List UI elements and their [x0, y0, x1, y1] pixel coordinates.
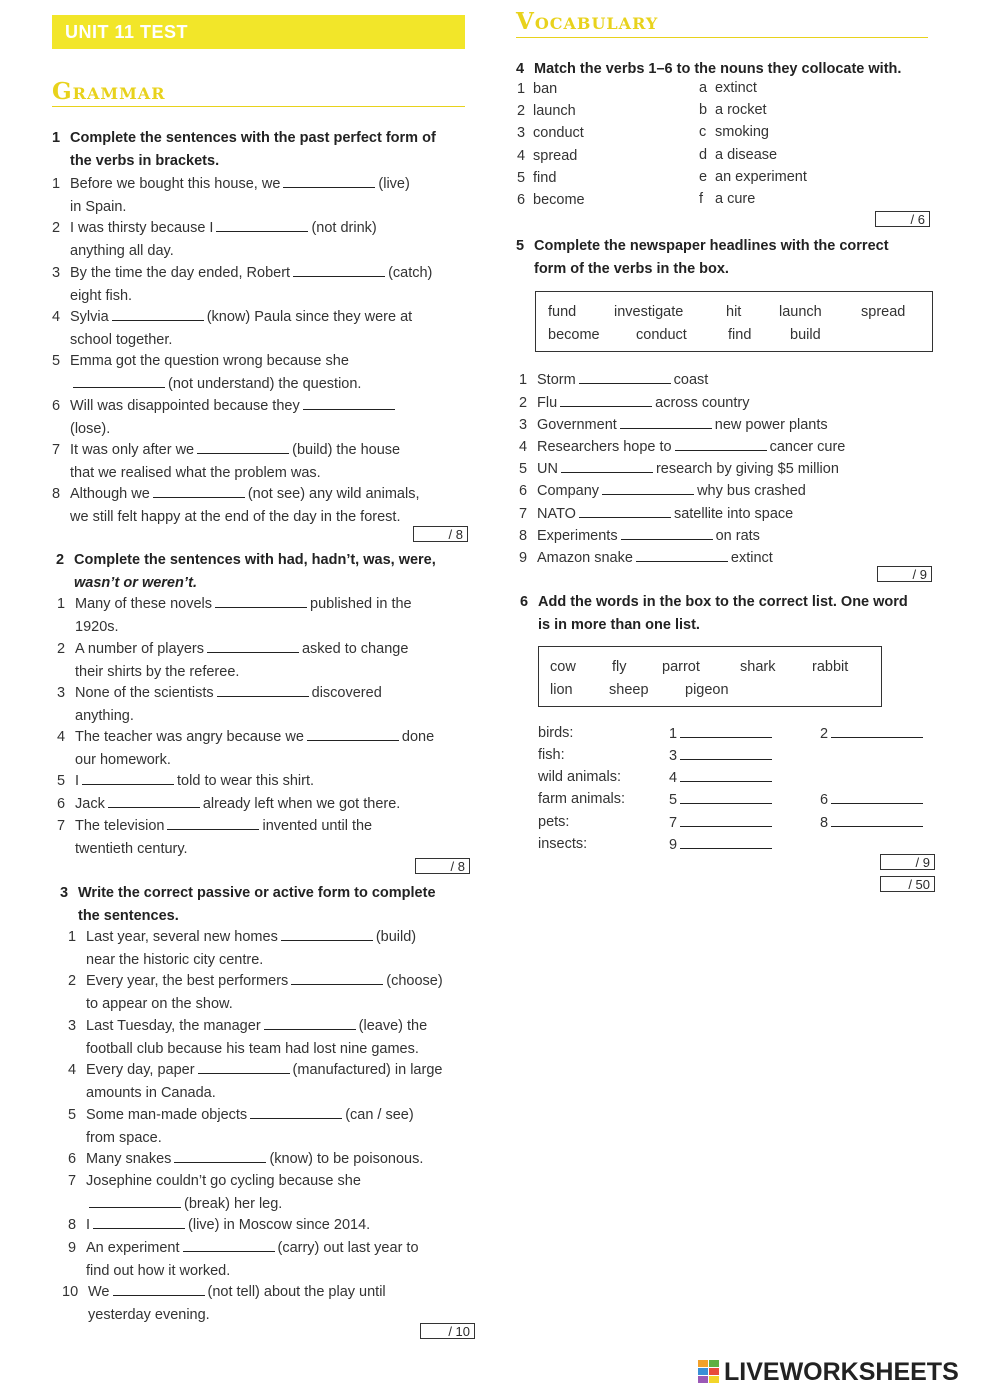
item-number: 2	[68, 973, 77, 989]
answer-blank[interactable]	[680, 836, 772, 849]
item-number: 7	[57, 818, 66, 834]
answer-blank[interactable]	[680, 769, 772, 782]
item-continuation: twentieth century.	[75, 840, 188, 857]
sentence-item	[57, 638, 477, 683]
q2-score-box[interactable]: / 8	[415, 858, 470, 874]
q1-instruction: 1 Complete the sentences with the past perfect form of the verbs in brackets.	[52, 130, 436, 169]
answer-blank[interactable]	[307, 728, 399, 741]
item-text: find	[533, 170, 557, 186]
headline-item	[519, 480, 939, 503]
verb-item	[517, 81, 557, 97]
answer-blank[interactable]	[198, 1061, 290, 1074]
item-text: The teacher was angry because we	[75, 729, 304, 745]
item-continuation: football club because his team had lost nine games.	[86, 1040, 419, 1057]
item-text: We	[88, 1284, 110, 1300]
item-continuation: that we realised what the problem was.	[70, 464, 321, 481]
answer-blank[interactable]	[620, 416, 712, 429]
answer-blank[interactable]	[680, 747, 772, 760]
category-answer	[669, 769, 775, 786]
sentence-item	[68, 1015, 483, 1060]
unit-title: UNIT 11 TEST	[65, 22, 189, 42]
item-number: 1	[57, 596, 66, 612]
item-text: why bus crashed	[697, 483, 806, 499]
liveworksheets-icon	[698, 1360, 720, 1384]
total-score-box[interactable]: / 50	[880, 876, 935, 892]
headline-item	[519, 547, 939, 570]
item-text: Emma got the question wrong because she	[70, 353, 349, 369]
item-text: UN	[537, 461, 558, 477]
item-number: 6	[519, 483, 528, 499]
item-text: Last Tuesday, the manager	[86, 1018, 261, 1034]
item-text: (carry) out last year to	[277, 1240, 419, 1256]
item-text: Every year, the best performers	[86, 973, 289, 989]
item-text: already left when we got there.	[202, 796, 401, 812]
item-text: (not drink)	[311, 220, 377, 236]
item-text: smoking	[715, 124, 769, 140]
answer-blank[interactable]	[680, 814, 772, 827]
category-answer	[820, 725, 926, 742]
item-continuation	[68, 1193, 483, 1216]
item-number: 1	[68, 929, 77, 945]
box-word: build	[790, 327, 821, 343]
answer-blank[interactable]	[621, 527, 713, 540]
box-word: cow	[550, 659, 576, 675]
item-text: Many of these novels	[75, 596, 213, 612]
headline-item	[519, 414, 939, 437]
headline-item	[519, 436, 939, 459]
item-number: 3	[519, 417, 528, 433]
answer-blank[interactable]	[215, 595, 307, 608]
item-number: 2	[57, 641, 66, 657]
headline-item	[519, 369, 939, 392]
box-word: conduct	[636, 327, 687, 343]
sentence-item	[57, 682, 477, 727]
item-text: Although we	[70, 486, 150, 502]
box-word: parrot	[662, 659, 700, 675]
item-text: invented until the	[262, 818, 373, 834]
item-number: 2	[820, 726, 829, 742]
box-word: become	[548, 327, 600, 343]
item-number: 8	[519, 528, 528, 544]
box-word: fund	[548, 304, 577, 320]
item-text: A number of players	[75, 641, 204, 657]
q5-score-box[interactable]: / 9	[877, 566, 932, 582]
answer-blank[interactable]	[112, 308, 204, 321]
grammar-rule	[52, 106, 465, 107]
answer-blank[interactable]	[561, 460, 653, 473]
item-text: asked to change	[301, 641, 409, 657]
sentence-item	[52, 217, 472, 262]
category-label: farm animals:	[538, 791, 626, 807]
item-text: a rocket	[715, 102, 767, 118]
answer-blank[interactable]	[153, 485, 245, 498]
item-text: Amazon snake	[537, 550, 633, 566]
category-answer	[820, 814, 926, 831]
answer-blank[interactable]	[174, 1150, 266, 1163]
item-number: 4	[57, 729, 66, 745]
item-number: 8	[820, 815, 829, 831]
item-continuation: anything.	[75, 707, 134, 724]
q3-instruction: 3 Write the correct passive or active form to complete the sentences.	[60, 885, 436, 924]
item-text: (manufactured) in large	[292, 1062, 443, 1078]
headline-item	[519, 392, 939, 415]
item-number: 5	[669, 792, 678, 808]
item-letter: d	[699, 147, 708, 163]
sentence-item	[57, 815, 477, 860]
item-text: Will was disappointed because they	[70, 398, 300, 414]
item-letter: f	[699, 191, 704, 207]
item-letter: a	[699, 80, 708, 96]
item-continuation: amounts in Canada.	[86, 1084, 216, 1101]
q3-score-box[interactable]: / 10	[420, 1323, 475, 1339]
verb-item	[517, 125, 584, 141]
item-number: 6	[517, 192, 526, 208]
q4-instruction: 4 Match the verbs 1–6 to the nouns they collocate with.	[516, 61, 902, 77]
item-number: 3	[669, 748, 678, 764]
answer-blank[interactable]	[216, 219, 308, 232]
category-answer	[669, 747, 775, 764]
noun-item	[699, 169, 807, 185]
item-text: Last year, several new homes	[86, 929, 278, 945]
item-number: 4	[519, 439, 528, 455]
item-number: 9	[669, 837, 678, 853]
q2-instruction: 2 Complete the sentences with had, hadn’t, was, were, wasn’t or weren’t.	[56, 552, 436, 591]
item-number: 1	[52, 176, 61, 192]
sentence-item	[68, 1170, 483, 1215]
item-text: published in the	[310, 596, 412, 612]
q5-word-box	[535, 291, 933, 352]
verb-item	[517, 148, 577, 164]
answer-blank[interactable]	[281, 928, 373, 941]
item-continuation: yesterday evening.	[88, 1306, 210, 1323]
item-text: I was thirsty because I	[70, 220, 214, 236]
item-number: 3	[52, 265, 61, 281]
item-number: 6	[57, 796, 66, 812]
item-number: 6	[820, 792, 829, 808]
sentence-item	[62, 1281, 477, 1326]
item-text: Jack	[75, 796, 105, 812]
item-text: new power plants	[714, 417, 828, 433]
answer-blank[interactable]	[291, 972, 383, 985]
headline-item	[519, 525, 939, 548]
vocabulary-rule	[516, 37, 928, 38]
item-letter: e	[699, 169, 708, 185]
sentence-item	[68, 1104, 483, 1149]
sentence-item	[68, 1214, 483, 1237]
item-text: (live)	[378, 176, 410, 192]
item-text: Josephine couldn’t go cycling because she	[86, 1173, 361, 1189]
item-text: I	[75, 773, 80, 789]
item-number: 7	[52, 442, 61, 458]
item-text: discovered	[311, 685, 382, 701]
item-text: Government	[537, 417, 617, 433]
item-number: 1	[517, 81, 526, 97]
answer-blank[interactable]	[293, 264, 385, 277]
item-text: done	[401, 729, 435, 745]
box-word: shark	[740, 659, 776, 675]
item-text: None of the scientists	[75, 685, 214, 701]
verb-item	[517, 103, 576, 119]
item-continuation: in Spain.	[70, 198, 127, 215]
box-word: spread	[861, 304, 906, 320]
item-number: 4	[669, 770, 678, 786]
item-number: 10	[62, 1284, 79, 1300]
answer-blank[interactable]	[579, 505, 671, 518]
item-text: Before we bought this house, we	[70, 176, 281, 192]
item-number: 3	[68, 1018, 77, 1034]
item-text: Flu	[537, 395, 558, 411]
sentence-item	[68, 1148, 483, 1171]
sentence-item	[52, 262, 472, 307]
box-word: fly	[612, 659, 627, 675]
item-continuation: to appear on the show.	[86, 995, 233, 1012]
answer-blank[interactable]	[680, 725, 772, 738]
item-continuation: from space.	[86, 1129, 162, 1146]
item-text: By the time the day ended, Robert	[70, 265, 291, 281]
item-text: Researchers hope to	[537, 439, 672, 455]
sentence-item	[52, 173, 472, 218]
item-text: spread	[533, 148, 578, 164]
box-word: find	[728, 327, 752, 343]
item-text: told to wear this shirt.	[177, 773, 315, 789]
item-number: 5	[519, 461, 528, 477]
box-word: lion	[550, 682, 573, 698]
item-text: Every day, paper	[86, 1062, 195, 1078]
item-letter: c	[699, 124, 707, 140]
category-answer	[669, 725, 775, 742]
sentence-item	[52, 395, 472, 440]
q1-score-box[interactable]: / 8	[413, 526, 468, 542]
sentence-item	[52, 439, 472, 484]
sentence-item	[68, 926, 483, 971]
item-text: Many snakes	[86, 1151, 172, 1167]
item-text: (catch)	[388, 265, 433, 281]
grammar-title: Grammar	[52, 78, 166, 105]
category-label: birds:	[538, 725, 574, 741]
answer-blank[interactable]	[207, 640, 299, 653]
answer-blank[interactable]	[113, 1283, 205, 1296]
item-text: An experiment	[86, 1240, 180, 1256]
item-text: on rats	[715, 528, 760, 544]
item-text: coast	[673, 372, 709, 388]
q4-score-box[interactable]: / 6	[875, 211, 930, 227]
item-number: 6	[52, 398, 61, 414]
item-continuation: their shirts by the referee.	[75, 663, 240, 680]
answer-blank[interactable]	[93, 1216, 185, 1229]
item-number: 4	[517, 148, 526, 164]
sentence-item	[57, 770, 477, 793]
item-text: (not tell) about the play until	[207, 1284, 386, 1300]
item-text: (can / see)	[345, 1107, 414, 1123]
verb-item	[517, 170, 556, 186]
answer-blank[interactable]	[89, 1195, 181, 1208]
item-number: 2	[519, 395, 528, 411]
answer-blank[interactable]	[579, 371, 671, 384]
item-text: (not see) any wild animals,	[247, 486, 420, 502]
category-label: pets:	[538, 814, 570, 830]
item-number: 5	[68, 1107, 77, 1123]
item-continuation: find out how it worked.	[86, 1262, 231, 1279]
item-text: across country	[655, 395, 750, 411]
headline-item	[519, 458, 939, 481]
item-continuation: school together.	[70, 331, 173, 348]
answer-blank[interactable]	[560, 394, 652, 407]
item-text: a cure	[715, 191, 756, 207]
q5-instruction: 5 Complete the newspaper headlines with the correct form of the verbs in the box.	[516, 238, 889, 277]
item-letter: b	[699, 102, 708, 118]
noun-item	[699, 147, 777, 163]
sentence-item	[68, 1237, 483, 1282]
item-number: 2	[52, 220, 61, 236]
answer-blank[interactable]	[217, 684, 309, 697]
noun-item	[699, 124, 769, 140]
item-text: Experiments	[537, 528, 618, 544]
answer-blank[interactable]	[636, 549, 728, 562]
sentence-item	[52, 483, 472, 528]
box-word: investigate	[614, 304, 684, 320]
item-text: conduct	[533, 125, 584, 141]
liveworksheets-wordmark: LIVEWORKSHEETS	[724, 1358, 959, 1386]
item-text: launch	[533, 103, 576, 119]
answer-blank[interactable]	[831, 725, 923, 738]
sentence-item	[68, 1059, 483, 1104]
item-continuation: 1920s.	[75, 618, 119, 635]
answer-blank[interactable]	[831, 791, 923, 804]
box-word: launch	[779, 304, 822, 320]
item-continuation: our homework.	[75, 751, 171, 768]
item-text: (not understand) the question.	[168, 375, 362, 392]
box-word: pigeon	[685, 682, 729, 698]
verb-item	[517, 192, 585, 208]
answer-blank[interactable]	[264, 1017, 356, 1030]
item-text: It was only after we	[70, 442, 195, 458]
sentence-item	[68, 970, 483, 1015]
sentence-item	[52, 350, 472, 395]
item-text: (build)	[375, 929, 417, 945]
item-continuation	[52, 373, 472, 396]
noun-item	[699, 80, 757, 96]
category-label: insects:	[538, 836, 588, 852]
sentence-item	[52, 306, 472, 351]
item-text: (choose)	[386, 973, 443, 989]
item-text: Sylvia	[70, 309, 109, 325]
item-number: 3	[517, 125, 526, 141]
item-text: become	[533, 192, 585, 208]
headline-item	[519, 503, 939, 526]
item-continuation: (lose).	[70, 420, 111, 437]
item-number: 2	[517, 103, 526, 119]
item-number: 1	[519, 372, 528, 388]
category-answer	[669, 814, 775, 831]
box-word: rabbit	[812, 659, 849, 675]
item-number: 5	[52, 353, 61, 369]
item-text: (know) to be poisonous.	[269, 1151, 424, 1167]
sentence-item	[57, 726, 477, 771]
answer-blank[interactable]	[680, 791, 772, 804]
answer-blank[interactable]	[73, 375, 165, 388]
item-text: an experiment	[715, 169, 807, 185]
item-number: 7	[519, 506, 528, 522]
answer-blank[interactable]	[197, 441, 289, 454]
box-word: sheep	[609, 682, 649, 698]
item-text: Storm	[537, 372, 576, 388]
item-text: research by giving $5 million	[655, 461, 839, 477]
q6-instruction: 6 Add the words in the box to the correct list. One word is in more than one list.	[520, 594, 908, 633]
item-number: 9	[68, 1240, 77, 1256]
item-number: 5	[57, 773, 66, 789]
item-number: 7	[68, 1173, 77, 1189]
item-text: cancer cure	[769, 439, 846, 455]
item-text: Some man-made objects	[86, 1107, 248, 1123]
item-continuation: eight fish.	[70, 287, 133, 304]
item-number: 1	[669, 726, 678, 742]
item-text: (break) her leg.	[184, 1195, 283, 1212]
item-number: 3	[57, 685, 66, 701]
category-answer	[820, 791, 926, 808]
answer-blank[interactable]	[602, 482, 694, 495]
unit-title-bar	[52, 15, 465, 49]
item-number: 4	[52, 309, 61, 325]
answer-blank[interactable]	[831, 814, 923, 827]
category-answer	[669, 836, 775, 853]
item-number: 9	[519, 550, 528, 566]
sentence-item	[57, 793, 477, 816]
category-label: fish:	[538, 747, 565, 763]
item-text: The television	[75, 818, 165, 834]
noun-item	[699, 102, 767, 118]
sentence-item	[57, 593, 477, 638]
item-continuation: anything all day.	[70, 242, 174, 259]
item-number: 6	[68, 1151, 77, 1167]
item-text: (leave) the	[358, 1018, 428, 1034]
item-text: (live) in Moscow since 2014.	[188, 1217, 371, 1233]
item-text: a disease	[715, 147, 778, 163]
item-text: extinct	[730, 550, 773, 566]
item-number: 7	[669, 815, 678, 831]
answer-blank[interactable]	[167, 817, 259, 830]
box-word: hit	[726, 304, 742, 320]
item-continuation: near the historic city centre.	[86, 951, 264, 968]
item-text: Company	[537, 483, 600, 499]
item-number: 5	[517, 170, 526, 186]
item-number: 4	[68, 1062, 77, 1078]
answer-blank[interactable]	[183, 1239, 275, 1252]
category-answer	[669, 791, 775, 808]
answer-blank[interactable]	[283, 175, 375, 188]
item-number: 8	[52, 486, 61, 502]
item-number: 8	[68, 1217, 77, 1233]
item-text: (build) the house	[292, 442, 401, 458]
item-text: I	[86, 1217, 91, 1233]
item-text: satellite into space	[673, 506, 794, 522]
item-text: extinct	[715, 80, 757, 96]
q6-word-box	[538, 646, 882, 707]
item-text: (know) Paula since they were at	[206, 309, 413, 325]
item-continuation: we still felt happy at the end of the day in the forest.	[70, 508, 401, 525]
item-text: NATO	[537, 506, 576, 522]
vocabulary-title: Vocabulary	[516, 8, 659, 35]
noun-item	[699, 191, 755, 207]
answer-blank[interactable]	[108, 795, 200, 808]
q6-score-box[interactable]: / 9	[880, 854, 935, 870]
answer-blank[interactable]	[250, 1106, 342, 1119]
answer-blank[interactable]	[675, 438, 767, 451]
answer-blank[interactable]	[303, 397, 395, 410]
item-text: ban	[533, 81, 558, 97]
category-label: wild animals:	[538, 769, 621, 785]
answer-blank[interactable]	[82, 772, 174, 785]
